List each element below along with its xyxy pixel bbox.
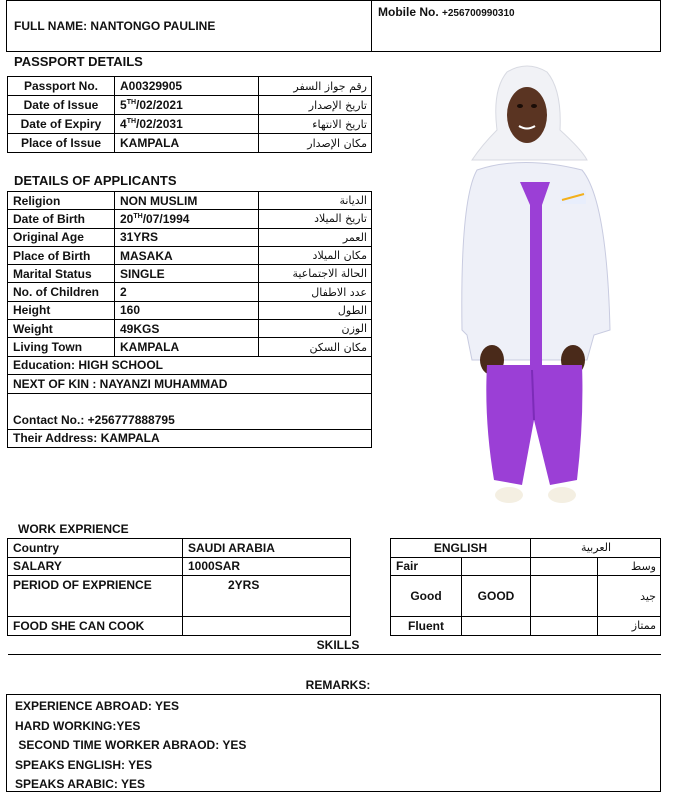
table-row xyxy=(8,134,372,153)
language-table xyxy=(390,538,661,636)
work-experience-table xyxy=(7,538,351,636)
children-label: No. of Children xyxy=(8,283,115,301)
age-arabic: العمر xyxy=(259,228,372,246)
marital-status-value: SINGLE xyxy=(115,265,259,283)
table-row xyxy=(8,393,372,429)
month-year: /02/2031 xyxy=(136,117,183,131)
applicant-details-title: DETAILS OF APPLICANTS xyxy=(14,173,177,188)
table-row xyxy=(391,617,661,636)
religion-value: NON MUSLIM xyxy=(115,192,259,210)
ordinal: TH xyxy=(126,118,137,125)
children-value: 2 xyxy=(115,283,259,301)
work-experience-title: WORK EXPRIENCE xyxy=(18,522,129,536)
dob-value xyxy=(115,210,259,228)
place-of-birth-label: Place of Birth xyxy=(8,246,115,264)
remarks-heading: REMARKS: xyxy=(305,678,371,692)
table-row xyxy=(8,356,372,375)
fair-arabic-label: وسط xyxy=(598,557,661,576)
full-name: FULL NAME: NANTONGO PAULINE xyxy=(14,19,216,33)
date-of-expiry-value xyxy=(115,115,259,134)
table-row xyxy=(8,557,351,576)
weight-label: Weight xyxy=(8,320,115,338)
table-row xyxy=(8,115,372,134)
place-of-birth-arabic: مكان الميلاد xyxy=(259,246,372,264)
table-row xyxy=(391,576,661,617)
remark-item: SPEAKS ENGLISH: YES xyxy=(15,757,153,772)
fluent-arabic-label: ممتاز xyxy=(598,617,661,636)
table-row xyxy=(8,192,372,210)
living-town-value: KAMPALA xyxy=(115,338,259,356)
table-row xyxy=(8,617,351,636)
month-year: /07/1994 xyxy=(142,211,190,226)
date-of-issue-value xyxy=(115,96,259,115)
right-shoe xyxy=(548,487,576,503)
height-label: Height xyxy=(8,301,115,319)
living-town-arabic: مكان السكن xyxy=(259,338,372,356)
header-box xyxy=(6,0,661,52)
remark-item: EXPERIENCE ABROAD: YES xyxy=(15,699,180,713)
date-of-issue-label: Date of Issue xyxy=(8,96,115,115)
remarks-box xyxy=(6,694,661,792)
weight-value: 49KGS xyxy=(115,320,259,338)
country-label: Country xyxy=(8,539,183,558)
height-value: 160 xyxy=(115,301,259,319)
applicant-table xyxy=(7,191,372,448)
age-label: Original Age xyxy=(8,228,115,246)
mobile-number xyxy=(378,5,515,19)
passport-table xyxy=(7,76,372,153)
passport-details-title: PASSPORT DETAILS xyxy=(14,54,143,69)
children-arabic: عدد الاطفال xyxy=(259,283,372,301)
fluent-english xyxy=(462,617,531,636)
good-label: Good xyxy=(391,576,462,617)
remark-item: SPEAKS ARABIC: YES xyxy=(15,777,146,791)
mobile-value: +256700990310 xyxy=(442,8,515,19)
good-arabic-value xyxy=(531,576,598,617)
applicant-photo xyxy=(372,60,676,515)
date-of-expiry-label: Date of Expiry xyxy=(8,115,115,134)
table-row xyxy=(8,228,372,246)
mobile-label: Mobile No. xyxy=(378,5,439,19)
height-arabic: الطول xyxy=(259,301,372,319)
passport-no-arabic: رقم جواز السفر xyxy=(259,77,372,96)
trousers xyxy=(486,365,582,485)
salary-value: 1000SAR xyxy=(183,557,351,576)
kin-contact: Contact No.: +256777888795 xyxy=(8,393,372,429)
header-divider xyxy=(371,1,372,51)
fair-english xyxy=(462,557,531,576)
table-row xyxy=(8,283,372,301)
face xyxy=(507,87,547,143)
period-value: 2YRS xyxy=(183,576,351,617)
place-of-birth-value: MASAKA xyxy=(115,246,259,264)
table-row xyxy=(391,557,661,576)
table-row xyxy=(8,77,372,96)
place-of-issue-label: Place of Issue xyxy=(8,134,115,153)
religion-arabic: الديانة xyxy=(259,192,372,210)
table-row xyxy=(8,338,372,356)
table-row xyxy=(8,301,372,319)
table-row xyxy=(8,96,372,115)
age-value: 31YRS xyxy=(115,228,259,246)
fluent-label: Fluent xyxy=(391,617,462,636)
good-english: GOOD xyxy=(462,576,531,617)
education: Education: HIGH SCHOOL xyxy=(8,356,372,375)
day: 20 xyxy=(120,211,134,226)
good-arabic-label: جيد xyxy=(598,576,661,617)
skills-heading: SKILLS xyxy=(316,638,360,652)
religion-label: Religion xyxy=(8,192,115,210)
table-row xyxy=(8,265,372,283)
marital-status-arabic: الحالة الاجتماعية xyxy=(259,265,372,283)
fair-arabic-value xyxy=(531,557,598,576)
dob-arabic: تاريخ الميلاد xyxy=(259,210,372,228)
arabic-header: العربية xyxy=(531,539,661,558)
place-of-issue-value: KAMPALA xyxy=(115,134,259,153)
remark-item: SECOND TIME WORKER ABRAOD: YES xyxy=(15,738,247,752)
table-row xyxy=(8,576,351,617)
month-year: /02/2021 xyxy=(136,98,183,112)
passport-no-value: A00329905 xyxy=(115,77,259,96)
marital-status-label: Marital Status xyxy=(8,265,115,283)
place-of-issue-arabic: مكان الإصدار xyxy=(259,134,372,153)
living-town-label: Living Town xyxy=(8,338,115,356)
table-row xyxy=(8,210,372,228)
ordinal: TH xyxy=(126,99,137,106)
salary-label: SALARY xyxy=(8,557,183,576)
table-row xyxy=(8,320,372,338)
date-of-issue-arabic: تاريخ الإصدار xyxy=(259,96,372,115)
food-value xyxy=(183,617,351,636)
english-header: ENGLISH xyxy=(391,539,531,558)
passport-no-label: Passport No. xyxy=(8,77,115,96)
ordinal: TH xyxy=(133,212,143,220)
day: 5 xyxy=(120,98,127,112)
table-row xyxy=(8,375,372,394)
fair-label: Fair xyxy=(391,557,462,576)
table-row xyxy=(8,429,372,448)
skills-divider xyxy=(8,654,661,655)
table-row xyxy=(8,539,351,558)
table-row xyxy=(8,246,372,264)
kin-address: Their Address: KAMPALA xyxy=(8,429,372,448)
fluent-arabic-value xyxy=(531,617,598,636)
day: 4 xyxy=(120,117,127,131)
weight-arabic: الوزن xyxy=(259,320,372,338)
remark-item: HARD WORKING:YES xyxy=(15,718,141,733)
left-shoe xyxy=(495,487,523,503)
country-value: SAUDI ARABIA xyxy=(183,539,351,558)
next-of-kin: NEXT OF KIN : NAYANZI MUHAMMAD xyxy=(8,375,372,394)
date-of-expiry-arabic: تاريخ الانتهاء xyxy=(259,115,372,134)
table-row xyxy=(391,539,661,558)
period-label: PERIOD OF EXPRIENCE xyxy=(8,576,183,617)
dob-label: Date of Birth xyxy=(8,210,115,228)
food-label: FOOD SHE CAN COOK xyxy=(8,617,183,636)
